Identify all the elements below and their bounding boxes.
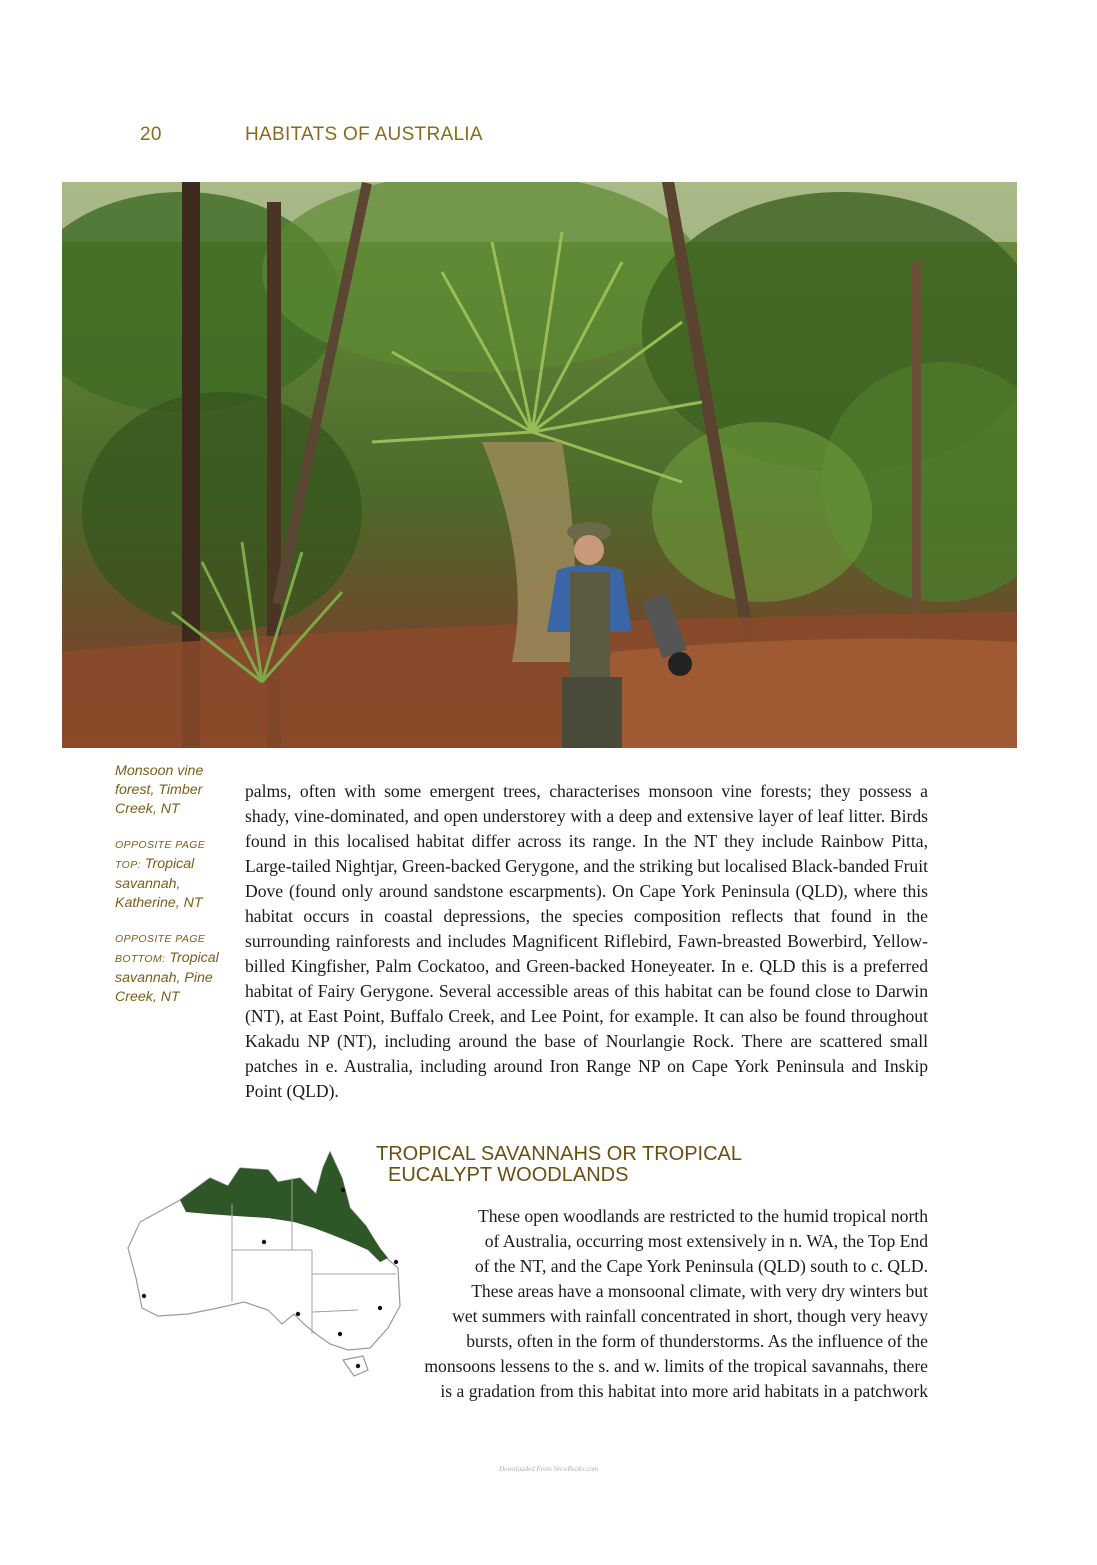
running-title: HABITATS OF AUSTRALIA <box>245 124 483 145</box>
section-title-line1: TROPICAL SAVANNAHS OR TROPICAL <box>376 1143 743 1165</box>
body-paragraph: palms, often with some emergent trees, characterises monsoon vine forests; they possess a shady, vine-dominated, and open understorey with a deep and extensive layer of leaf litter. Birds found in this localised habitat differ across its range. In the NT they include Rainbow Pitta, Large-tailed Nightjar, Green-backed Gerygone, and the striking but localised Black-banded Fruit Dove (found only around sandstone escarpments). On Cape York Peninsula (QLD), where this habitat occurs in coastal depressions, the species composition reflects that found in the surrounding rainforests and includes Magnificent Riflebird, Fawn-breasted Bowerbird, Yellow-billed Kingfisher, Palm Cockatoo, and Green-backed Honeyeater. In e. QLD this is a preferred habitat of Fairy Gerygone. Several accessible areas of this habitat can be found close to Darwin (NT), at East Point, Buffalo Creek, and Lee Point, for example. It can also be found throughout Kakadu NP (NT), including around the base of Nourlangie Rock. There are scattered small patches in e. Australia, including around Iron Range NP on Cape York Peninsula and Inskip Point (QLD). <box>245 781 928 1101</box>
caption-prefix: OPPOSITE PAGE BOTTOM: <box>115 933 206 965</box>
savanna-paragraph <box>380 1204 928 1404</box>
text-line: These open woodlands are restricted to the humid tropical north <box>478 1206 928 1226</box>
caption-prefix: OPPOSITE PAGE TOP: <box>115 839 206 871</box>
text-line: of Australia, occurring most extensively in n. WA, the Top End <box>484 1231 928 1251</box>
text-line: wet summers with rainfall concentrated in short, though very heavy <box>452 1306 928 1326</box>
caption-main: Monsoon vine forest, Timber Creek, NT <box>115 763 204 817</box>
caption-text: Tropical savannah, Katherine, NT <box>115 856 203 911</box>
caption-opposite-top <box>115 835 233 913</box>
monsoon-forest-photo <box>62 182 1017 748</box>
text-line: These areas have a monsoonal climate, with very dry winters but <box>471 1281 928 1301</box>
text-line: of the NT, and the Cape York Peninsula (QLD) south to c. QLD. <box>474 1256 928 1276</box>
running-head <box>140 124 483 146</box>
caption-opposite-bottom <box>115 929 233 1007</box>
caption-text: Tropical savannah, Pine Creek, NT <box>115 950 219 1005</box>
section-title-line2: EUCALYPT WOODLANDS <box>388 1164 629 1186</box>
footer-note: Downloaded From Vet-eBooks.com <box>498 1465 599 1473</box>
text-line: bursts, often in the form of thunderstorms. As the influence of the <box>466 1331 928 1351</box>
text-line: monsoons lessens to the s. and w. limits of the tropical savannahs, there <box>424 1356 928 1376</box>
section-title <box>376 1144 742 1186</box>
text-line: is a gradation from this habitat into more arid habitats in a patchwork <box>440 1381 928 1401</box>
australia-habitat-map-icon <box>118 1138 408 1383</box>
photo-captions <box>115 762 233 1023</box>
page-number: 20 <box>140 124 162 145</box>
